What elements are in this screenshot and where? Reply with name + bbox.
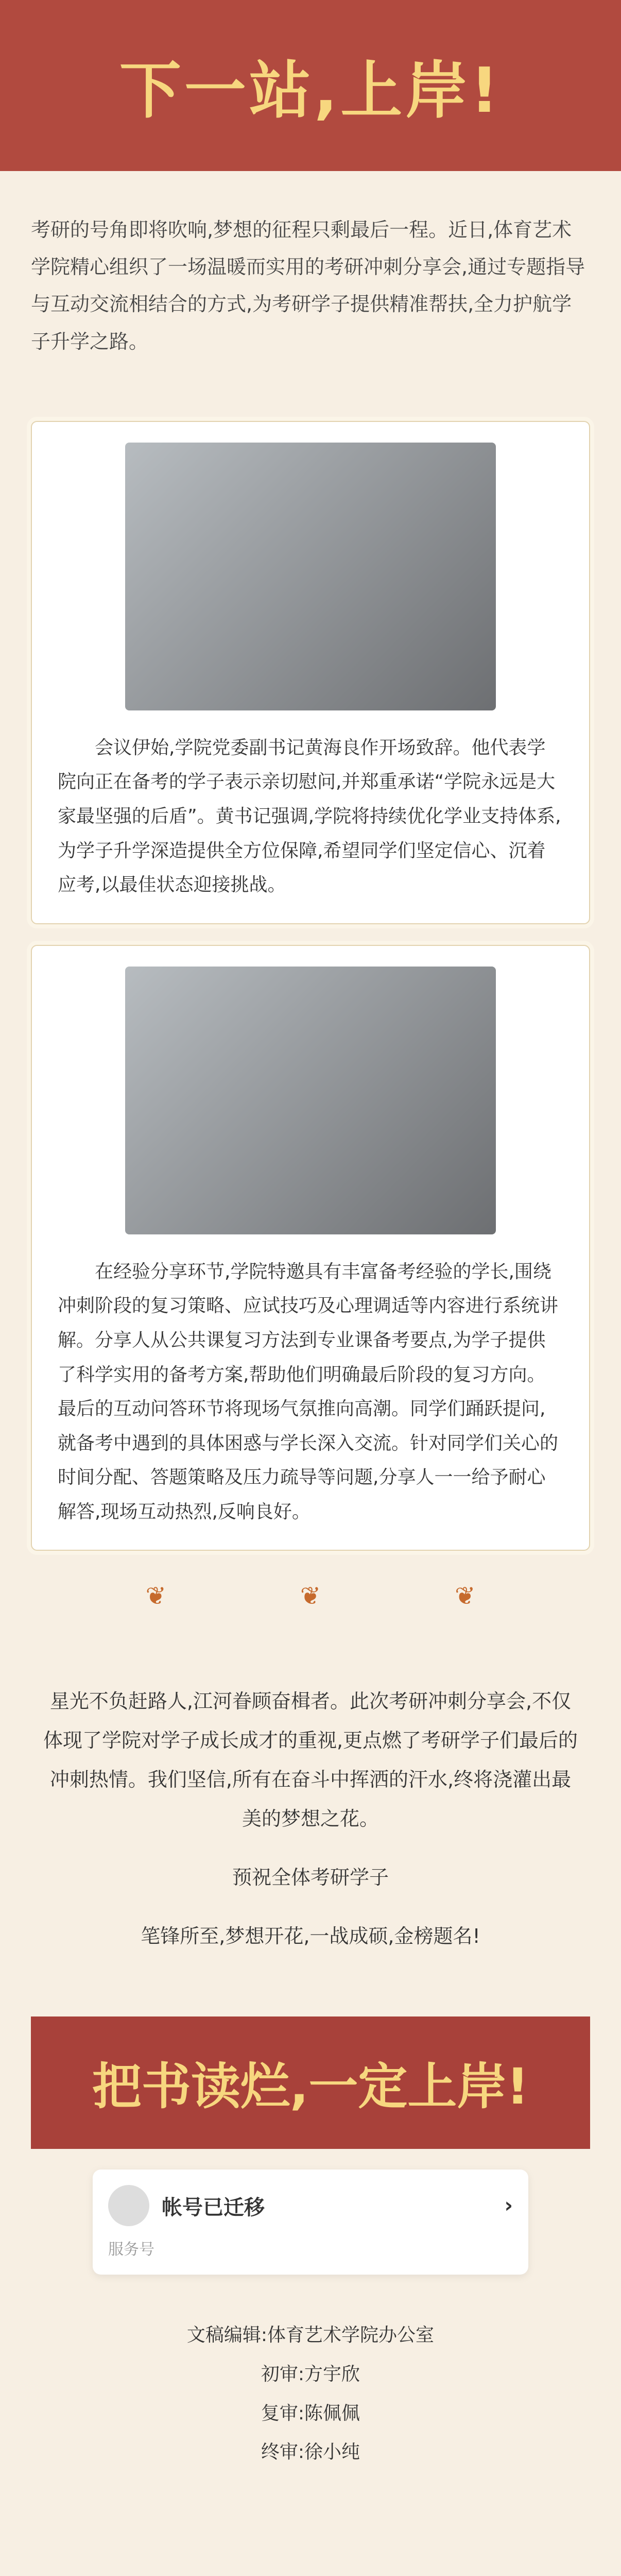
leaf-icon: ❦ xyxy=(300,1582,321,1611)
card-2-text: 在经验分享环节,学院特邀具有丰富备考经验的学长,围绕冲刺阶段的复习策略、应试技巧及心理调适等内容进行系统讲解。分享人从公共课复习方法到专业课备考要点,为学子提供了科学实用的备考方案,帮助他们明确最后阶段的复习方向。最后的互动问答环节将现场气氛推向高潮。同学们踊跃提问,就备考中遇到的具体困惑与学长深入交流。针对同学们关心的时间分配、答题策略及压力疏导等问题,分享人一一给予耐心解答,现场互动热烈,反响良好。 xyxy=(58,1261,559,1522)
card-1-text: 会议伊始,学院党委副书记黄海良作开场致辞。他代表学院向正在备考的学子表示亲切慰问,并郑重承诺“学院永远是大家最坚强的后盾”。黄书记强调,学院将持续优化学业支持体系,为学子升学深造提供全方位保障,希望同学们坚定信心、沉着应考,以最佳状态迎接挑战。 xyxy=(58,737,561,896)
chevron-right-icon: › xyxy=(504,2194,513,2218)
notice-meta: 服务号 xyxy=(108,2241,154,2259)
bottom-banner xyxy=(31,2016,590,2149)
credit-final: 终审:徐小纯 xyxy=(261,2442,360,2463)
top-banner xyxy=(0,0,621,171)
banner2-title: 把书读烂,一定上岸! xyxy=(92,2058,529,2116)
notice-title: 帐号已迁移 xyxy=(162,2195,265,2219)
photo-1 xyxy=(125,443,496,710)
leaf-icon: ❦ xyxy=(145,1582,166,1611)
photo-2 xyxy=(125,967,496,1234)
outro-p2: 预祝全体考研学子 xyxy=(232,1866,389,1889)
intro-text: 考研的号角即将吹响,梦想的征程只剩最后一程。近日,体育艺术学院精心组织了一场温暖而实用的考研冲刺分享会,通过专题指导与互动交流相结合的方式,为考研学子提供精准帮扶,全力护航学子升学之路。 xyxy=(31,218,585,353)
card-1 xyxy=(31,421,590,924)
notice-row[interactable] xyxy=(108,2185,513,2226)
outro-p1: 星光不负赶路人,江河眷顾奋楫者。此次考研冲刺分享会,不仅体现了学院对学子成长成才的重视,更点燃了考研学子们最后的冲刺热情。我们坚信,所有在奋斗中挥洒的汗水,终将浇灌出最美的梦想之花。 xyxy=(43,1690,578,1831)
credits xyxy=(0,2295,621,2513)
credit-first: 初审:方宇欣 xyxy=(261,2364,360,2385)
intro-section xyxy=(0,171,621,400)
outro-p3: 笔锋所至,梦想开花,一战成硕,金榜题名! xyxy=(141,1925,480,1948)
banner-title: 下一站,上岸! xyxy=(119,55,502,127)
credit-second: 复审:陈佩佩 xyxy=(261,2402,360,2424)
avatar-icon xyxy=(108,2185,149,2226)
card-2 xyxy=(31,945,590,1551)
outro-section xyxy=(0,1641,621,1996)
leaf-row xyxy=(0,1582,621,1611)
leaf-icon: ❦ xyxy=(455,1582,476,1611)
account-notice[interactable] xyxy=(93,2170,528,2275)
credit-editor: 文稿编辑:体育艺术学院办公室 xyxy=(186,2325,435,2346)
